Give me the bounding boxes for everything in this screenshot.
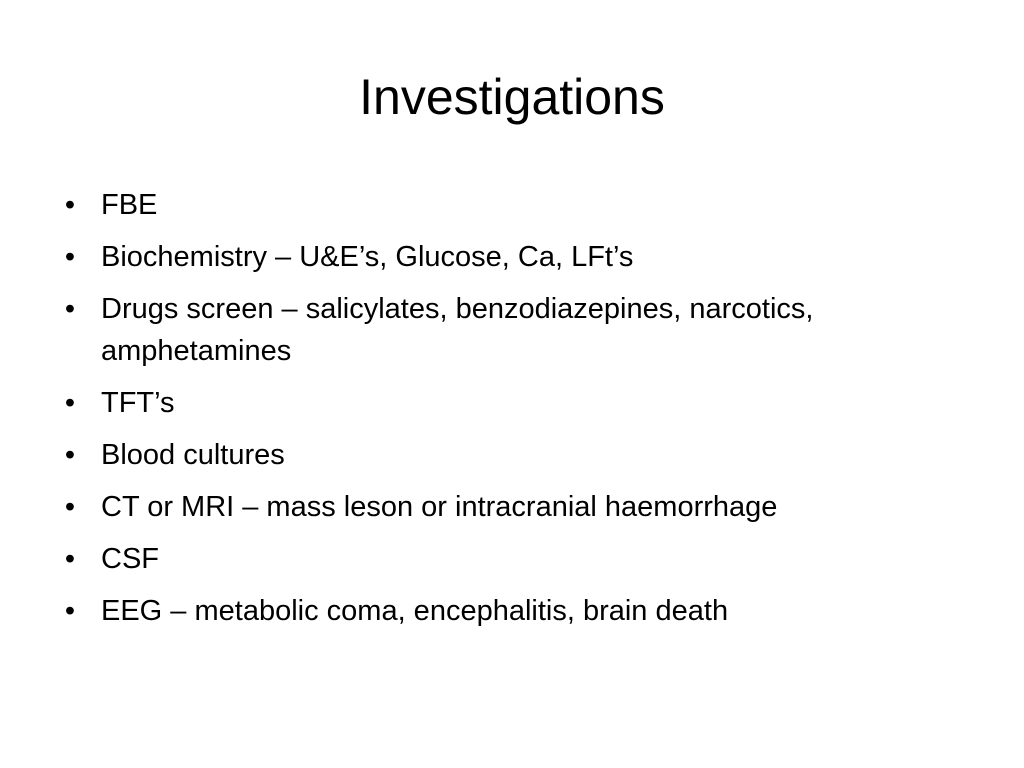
bullet-text: EEG – metabolic coma, encephalitis, brain death <box>101 595 729 627</box>
bullet-text: Blood cultures <box>101 439 285 471</box>
bullet-list <box>60 184 980 642</box>
bullet-item-tfts <box>60 382 980 424</box>
bullet-icon: • <box>64 189 76 221</box>
bullet-text: TFT’s <box>101 387 175 419</box>
bullet-item-drugs-screen <box>60 288 980 372</box>
bullet-item-biochemistry <box>60 236 980 278</box>
bullet-icon: • <box>64 241 76 273</box>
bullet-text: CT or MRI – mass leson or intracranial haemorrhage <box>101 491 778 523</box>
bullet-item-ct-mri <box>60 486 980 528</box>
bullet-item-fbe <box>60 184 980 226</box>
bullet-text: FBE <box>101 189 158 221</box>
bullet-icon: • <box>64 543 76 575</box>
bullet-text: Drugs screen – salicylates, benzodiazepines, narcotics, amphetamines <box>101 293 814 367</box>
bullet-item-blood-cultures <box>60 434 980 476</box>
bullet-item-eeg <box>60 590 980 632</box>
slide-title: Investigations <box>359 69 665 125</box>
bullet-item-csf <box>60 538 980 580</box>
bullet-icon: • <box>64 387 76 419</box>
bullet-text: Biochemistry – U&E’s, Glucose, Ca, LFt’s <box>101 241 634 273</box>
bullet-text: CSF <box>101 543 159 575</box>
bullet-icon: • <box>64 439 76 471</box>
bullet-icon: • <box>64 293 76 325</box>
bullet-icon: • <box>64 595 76 627</box>
bullet-icon: • <box>64 491 76 523</box>
